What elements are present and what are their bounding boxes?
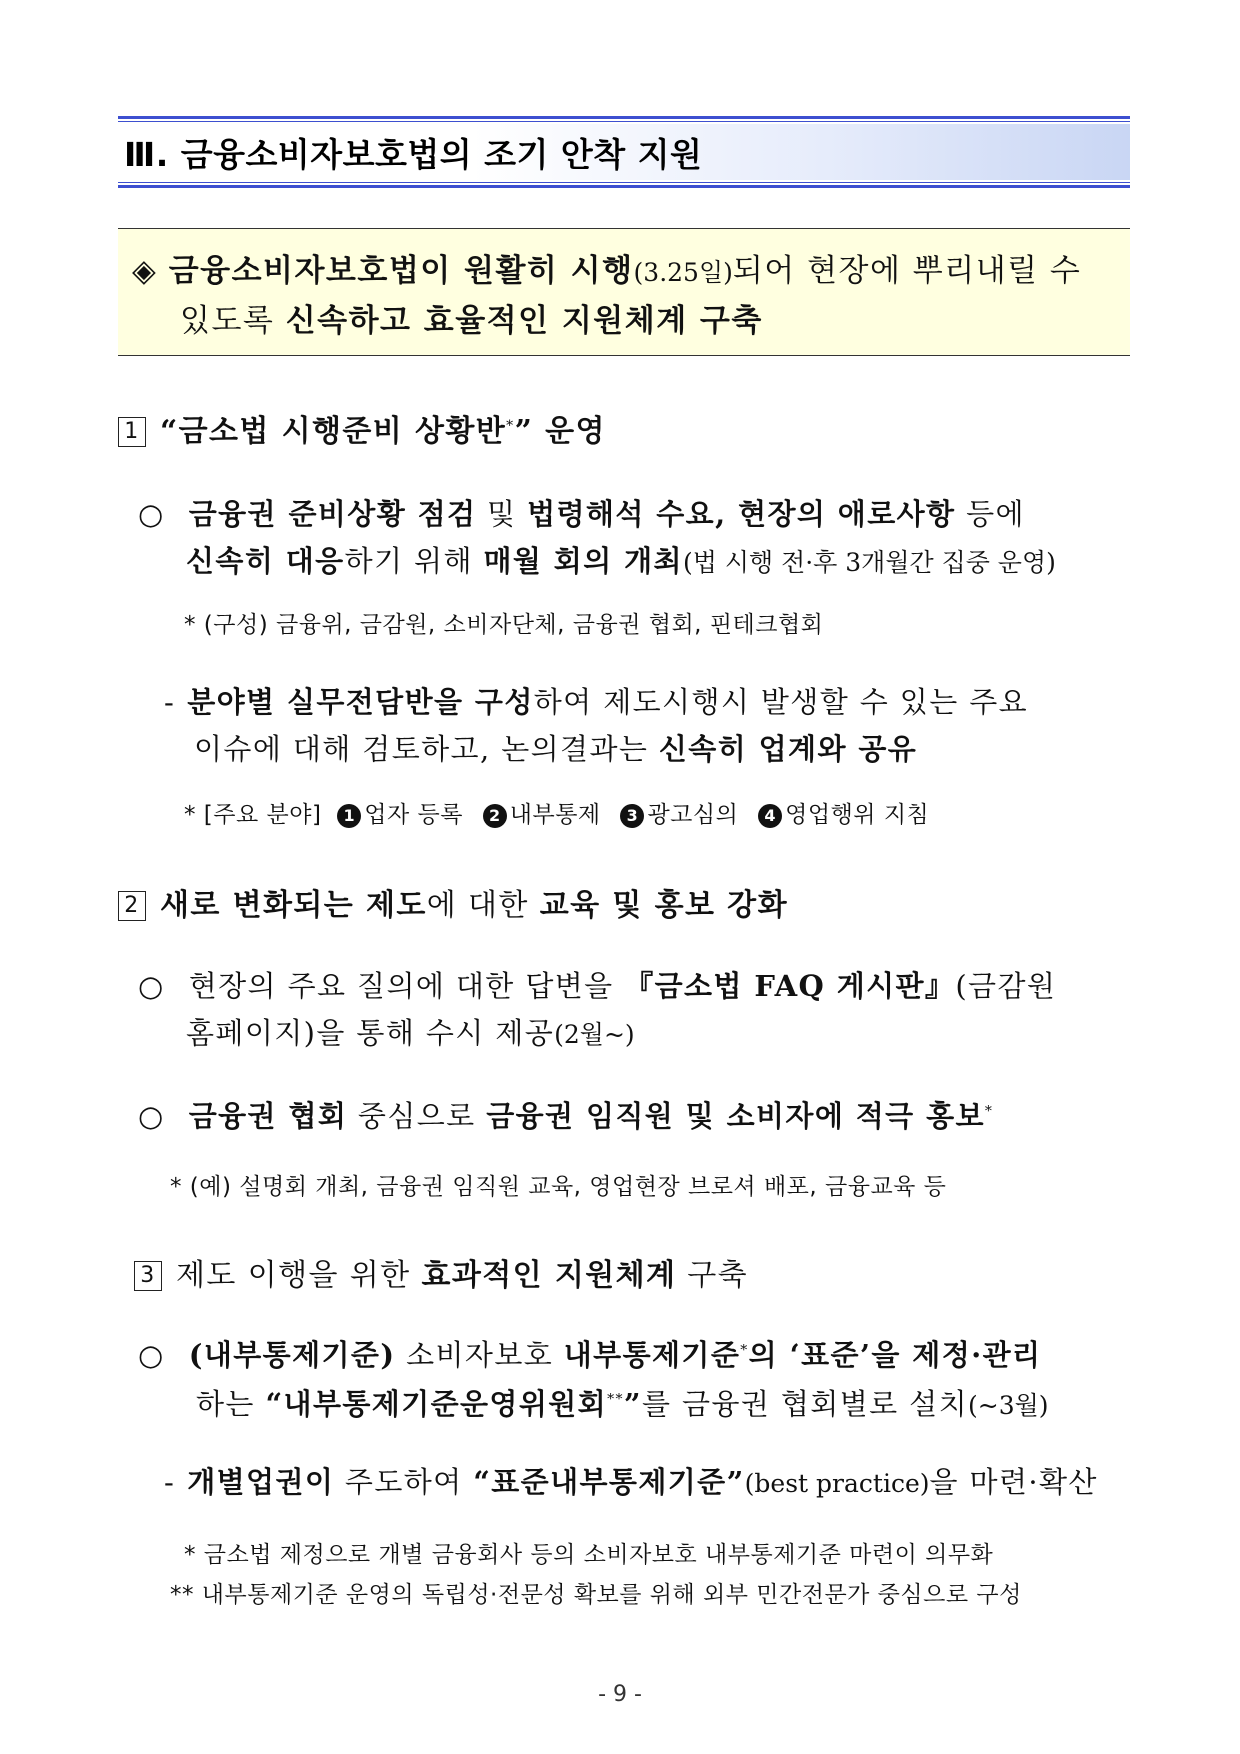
text: (내부통제기준) [188, 1338, 396, 1372]
footnote-mark: ** [607, 1391, 624, 1408]
text: 을 통해 수시 제공 [316, 1016, 555, 1050]
text: 주도하여 [334, 1465, 474, 1499]
text: (금감원 [955, 969, 1057, 1003]
text: 등에 [955, 497, 1025, 531]
paragraph-2-2 [138, 1094, 993, 1135]
text: 하기 위해 [344, 544, 484, 578]
subsection-2-heading [118, 880, 788, 924]
paragraph-2-1-cont [186, 1011, 635, 1052]
summary-text: 되어 현장에 뿌리내릴 수 [732, 253, 1082, 289]
note-item: 영업행위 지침 [785, 802, 930, 828]
note-1-2 [184, 796, 929, 829]
paragraph-3-2 [164, 1460, 1098, 1501]
paragraph-3-1 [138, 1333, 1041, 1374]
text: (법 시행 전·후 3개월간 집중 운영) [682, 548, 1056, 577]
heading-text: 효과적인 지원체계 [421, 1258, 677, 1293]
heading-text: “금소법 시행준비 상황반 [160, 414, 507, 449]
subsection-number: 3 [134, 1261, 162, 1291]
text: 를 금융권 협회별로 설치 [642, 1387, 968, 1421]
heading-text: 제도 이행을 위한 [176, 1258, 422, 1293]
number-1-icon: 1 [337, 804, 361, 828]
heading-text: 새로 변화되는 제도 [160, 888, 427, 923]
text: 신속히 업계와 공유 [658, 732, 918, 766]
note-1-1: * (구성) 금융위, 금감원, 소비자단체, 금융권 협회, 핀테크협회 [184, 612, 824, 638]
number-4-icon: 4 [758, 804, 782, 828]
text: ” [623, 1387, 642, 1421]
paragraph-1-2 [164, 680, 1028, 721]
subsection-number: 2 [118, 891, 146, 921]
heading-text: 구축 [676, 1258, 749, 1293]
text: 금융권 임직원 및 소비자에 적극 홍보 [486, 1099, 985, 1133]
text: 하는 [196, 1387, 266, 1421]
note-item: 업자 등록 [364, 802, 463, 828]
note-2-1: * (예) 설명회 개최, 금융권 임직원 교육, 영업현장 브로셔 배포, 금융교육 등 [170, 1174, 947, 1200]
paragraph-1-2-cont [194, 727, 917, 768]
section-title: Ⅲ. 금융소비자보호법의 조기 안착 지원 [124, 135, 703, 174]
summary-text: 금융소비자보호법이 원활히 시행 [168, 253, 634, 289]
page-number: - 9 - [598, 1682, 642, 1707]
paragraph-1-1-cont [186, 539, 1056, 580]
text: 분야별 실무전담반을 구성 [187, 685, 534, 719]
note-item: 광고심의 [647, 802, 739, 828]
text: 중심으로 [347, 1099, 487, 1133]
footnote-mark: * [740, 1342, 749, 1359]
text: 현장의 주요 질의에 대한 답변을 [188, 969, 625, 1003]
summary-text: 있도록 [180, 303, 286, 339]
text: 금융권 협회 [188, 1099, 348, 1133]
text: 홈페이지) [186, 1016, 317, 1050]
summary-date: (3.25일) [633, 258, 733, 287]
paragraph-3-1-cont [196, 1382, 1049, 1423]
text: 금융권 준비상황 점검 [188, 497, 477, 531]
dash-icon: - [164, 1465, 176, 1499]
text: 을 마련·확산 [929, 1465, 1098, 1499]
text: 신속히 대응 [186, 544, 345, 578]
text: 소비자보호 [395, 1338, 564, 1372]
text: 법령해석 수요, 현장의 애로사항 [527, 497, 956, 531]
text: 내부통제기준 [563, 1338, 741, 1372]
paragraph-2-1 [138, 964, 1056, 1005]
text: (best practice) [744, 1469, 930, 1498]
paragraph-1-1 [138, 492, 1025, 533]
text: 이슈에 대해 검토하고, 논의결과는 [194, 732, 659, 766]
number-3-icon: 3 [620, 804, 644, 828]
heading-text: 에 대한 [426, 888, 540, 923]
diamond-icon: ◈ [132, 253, 158, 289]
text: 『금소법 FAQ 게시판』 [624, 969, 956, 1003]
text: 개별업권이 [187, 1465, 335, 1499]
bullet-icon: ○ [138, 1099, 165, 1133]
text: 매월 회의 개최 [483, 544, 683, 578]
note-3-1: * 금소법 제정으로 개별 금융회사 등의 소비자보호 내부통제기준 마련이 의무화 [184, 1542, 994, 1568]
text: 및 [476, 497, 528, 531]
summary-text: 신속하고 효율적인 지원체계 구축 [285, 303, 763, 339]
text: “내부통제기준운영위원회 [265, 1387, 608, 1421]
text: (2월~) [554, 1020, 635, 1049]
bullet-icon: ○ [138, 969, 165, 1003]
bullet-icon: ○ [138, 497, 165, 531]
text: (~3월) [968, 1391, 1049, 1420]
text: “표준내부통제기준” [473, 1465, 745, 1499]
bullet-icon: ○ [138, 1338, 165, 1372]
footnote-mark: * [984, 1103, 994, 1120]
summary-box [118, 228, 1130, 356]
subsection-3-heading [134, 1250, 748, 1294]
text: 하여 제도시행시 발생할 수 있는 주요 [533, 685, 1029, 719]
note-3-2: ** 내부통제기준 운영의 독립성·전문성 확보를 위해 외부 민간전문가 중심으로 구성 [170, 1582, 1022, 1608]
dash-icon: - [164, 685, 176, 719]
heading-text: ” 운영 [514, 414, 606, 449]
number-2-icon: 2 [483, 804, 507, 828]
note-item: 내부통제 [509, 802, 601, 828]
section-header [118, 116, 1130, 188]
footnote-mark: * [506, 418, 515, 434]
note-prefix: * [주요 분야] [184, 802, 322, 828]
subsection-1-heading [118, 406, 606, 450]
heading-text: 교육 및 홍보 강화 [539, 888, 788, 923]
subsection-number: 1 [118, 417, 146, 447]
text: 의 ‘표준’을 제정·관리 [748, 1338, 1042, 1372]
